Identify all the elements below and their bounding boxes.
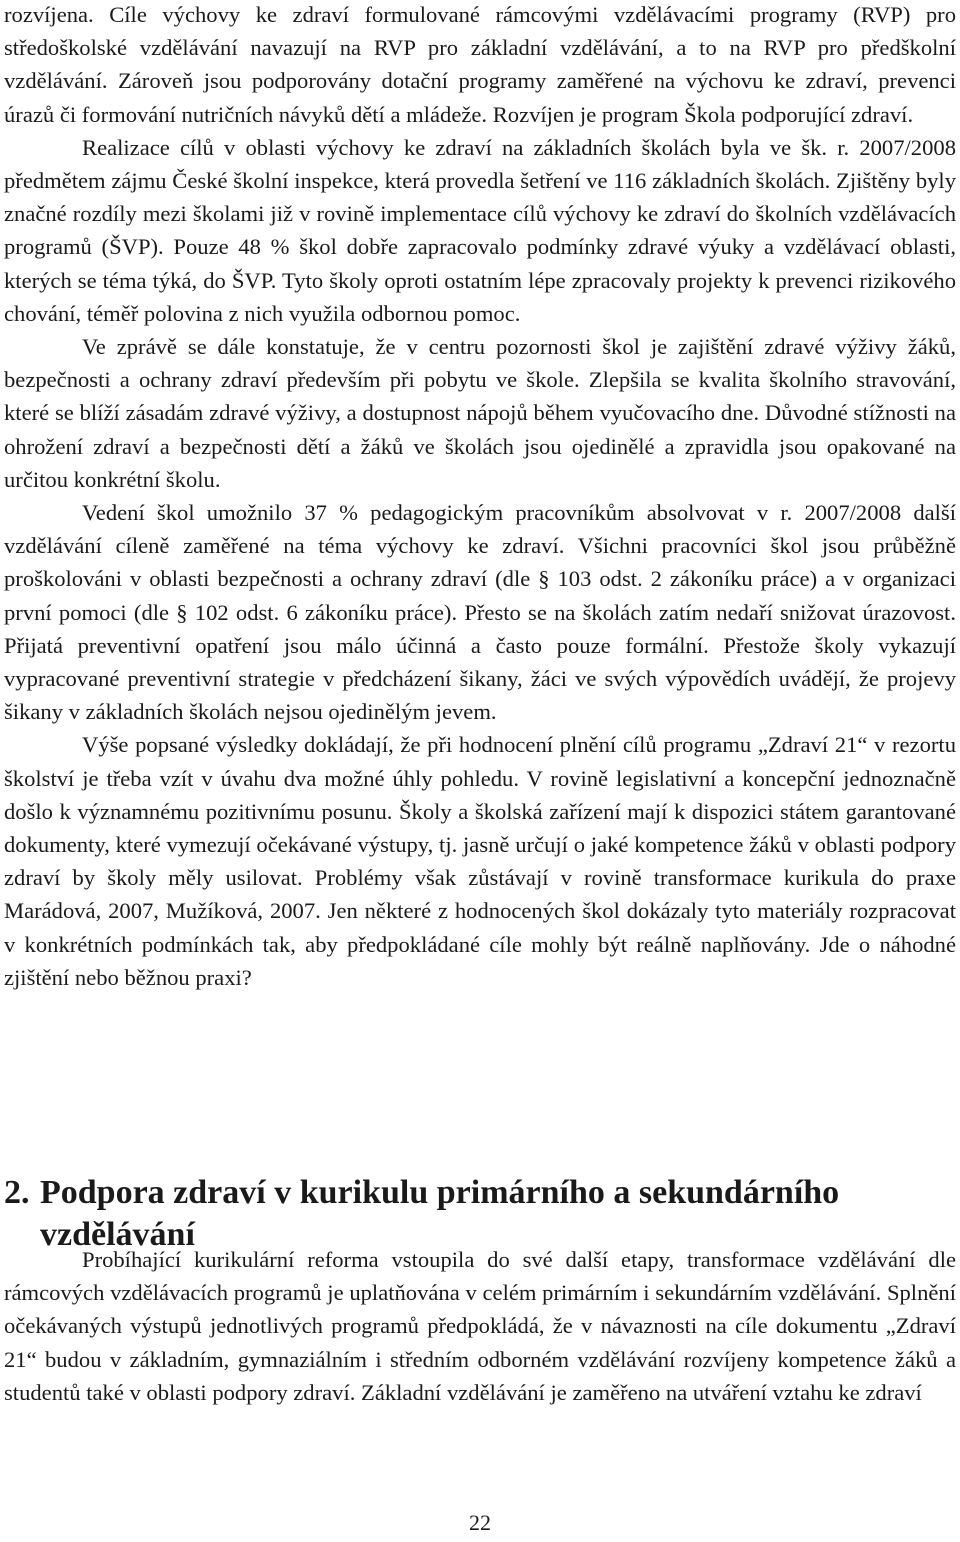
section-text	[4, 1243, 956, 1409]
paragraph-2: Realizace cílů v oblasti výchovy ke zdraví na základních školách byla ve šk. r. 2007/2008 předmětem zájmu České školní inspekce, která provedla šetření ve 116 základních školách. Zjištěny byly značné rozdíly mezi školami již v rovině implementace cílů výchovy ke zdraví do školních vzdělávacích programů (ŠVP). Pouze 48 % škol dobře zapracovalo podmínky zdravé výuky a vzdělávací oblasti, kterých se téma týká, do ŠVP. Tyto školy oproti ostatním lépe zpracovaly projekty k prevenci rizikového chování, téměř polovina z nich využila odbornou pomoc.	[4, 134, 956, 326]
paragraph-1: rozvíjena. Cíle výchovy ke zdraví formulované rámcovými vzdělávacími programy (RVP) pro středoškolské vzdělávání navazují na RVP pro základní vzdělávání, a to na RVP pro předškolní vzdělávání. Zároveň jsou podporovány dotační programy zaměřené na výchovu ke zdraví, prevenci úrazů či formování nutričních návyků dětí a mládeže. Rozvíjen je program Škola podporující zdraví.	[4, 2, 956, 127]
paragraph-3: Ve zprávě se dále konstatuje, že v centru pozornosti škol je zajištění zdravé výživy žáků, bezpečnosti a ochrany zdraví především při pobytu ve škole. Zlepšila se kvalita školního stravování, které se blíží zásadám zdravé výživy, a dostupnost nápojů během vyučovacího dne. Důvodné stížnosti na ohrožení zdraví a bezpečnosti dětí a žáků ve školách jsou ojedinělé a zpravidla jsou opakované na určitou konkrétní školu.	[4, 334, 956, 492]
paragraph-4: Vedení škol umožnilo 37 % pedagogickým pracovníkům absolvovat v r. 2007/2008 další vzdělávání cíleně zaměřené na téma výchovy ke zdraví. Všichni pracovníci škol jsou průběžně proškolováni v oblasti bezpečnosti a ochrany zdraví (dle § 103 odst. 2 zákoníku práce) a v organizaci první pomoci (dle § 102 odst. 6 zákoníku práce). Přesto se na školách zatím nedaří snižovat úrazovost. Přijatá preventivní opatření jsou málo účinná a často pouze formální. Přestože školy vykazují vypracované preventivní strategie v předcházení šikany, žáci ve svých výpovědích uvádějí, že projevy šikany v základních školách nejsou ojedinělým jevem.	[4, 500, 956, 725]
section-title-line-2: vzdělávání	[40, 1216, 195, 1253]
page-number: 22	[469, 1510, 491, 1535]
section-title-line-1: Podpora zdraví v kurikulu primárního a sekundárního	[40, 1174, 840, 1211]
body-text	[4, 0, 956, 994]
paragraph-5: Výše popsané výsledky dokládají, že při hodnocení plnění cílů programu „Zdraví 21“ v rezortu školství je třeba vzít v úvahu dva možné úhly pohledu. V rovině legislativní a koncepční jednoznačně došlo k významnému pozitivnímu posunu. Školy a školská zařízení mají k dispozici státem garantované dokumenty, které vymezují očekávané výstupy, tj. jasně určují o jaké kompetence žáků v oblasti podpory zdraví by školy měly usilovat. Problémy však zůstávají v rovině transformace kurikula do praxe Marádová, 2007, Mužíková, 2007. Jen některé z hodnocených škol dokázaly tyto materiály rozpracovat v konkrétních podmínkách tak, aby předpokládané cíle mohly být reálně naplňovány. Jde o náhodné zjištění nebo běžnou praxi?	[4, 732, 956, 990]
section-number: 2.	[4, 1174, 30, 1211]
section-paragraph: Probíhající kurikulární reforma vstoupila do své další etapy, transformace vzdělávání dle rámcových vzdělávacích programů je uplatňována v celém primárním i sekundárním vzdělávání. Splnění očekávaných výstupů jednotlivých programů předpokládá, že v návaznosti na cíle dokumentu „Zdraví 21“ budou v základním, gymnaziálním i středním odborném vzdělávání rozvíjeny kompetence žáků a studentů také v oblasti podpory zdraví. Základní vzdělávání je zaměřeno na utváření vztahu ke zdraví	[4, 1247, 956, 1405]
